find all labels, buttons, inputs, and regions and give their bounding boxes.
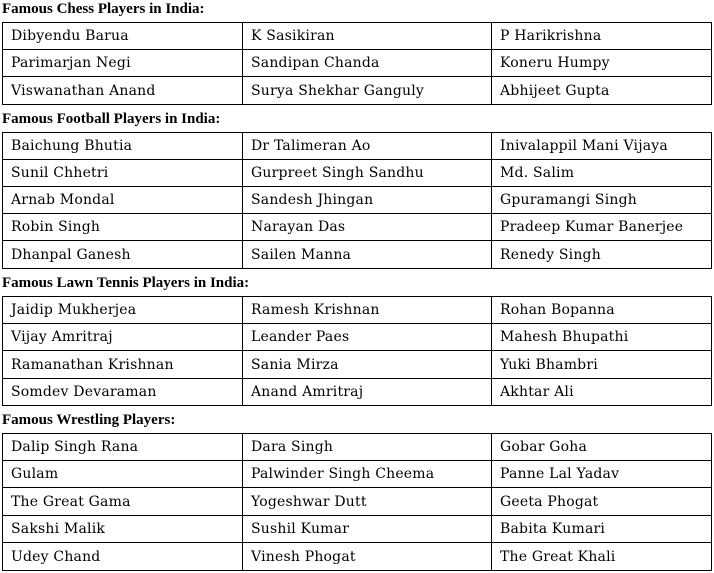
table-row (3, 187, 712, 214)
table-cell: Abhijeet Gupta (492, 77, 712, 105)
section-heading-chess: Famous Chess Players in India: (2, 1, 205, 17)
table-cell: Rohan Bopanna (492, 297, 712, 324)
table-row (3, 488, 712, 516)
table-cell: Babita Kumari (492, 516, 712, 543)
table-cell: Inivalappil Mani Vijaya (492, 133, 712, 160)
section-heading-football: Famous Football Players in India: (2, 111, 221, 127)
table-row (3, 461, 712, 488)
table-cell: Sandipan Chanda (243, 50, 492, 77)
table-cell: Anand Amritraj (243, 379, 492, 406)
table-row (3, 23, 712, 50)
table-cell: Ramanathan Krishnan (3, 351, 243, 379)
table-cell: Jaidip Mukherjea (3, 297, 243, 324)
table-cell: The Great Gama (3, 488, 243, 516)
table-cell: Viswanathan Anand (3, 77, 243, 105)
lawn-tennis-players-table (2, 296, 712, 406)
table-cell: Md. Salim (492, 160, 712, 187)
table-row (3, 351, 712, 379)
table-row (3, 160, 712, 187)
table-cell: Dibyendu Barua (3, 23, 243, 50)
table-cell: Narayan Das (243, 214, 492, 241)
table-cell: Palwinder Singh Cheema (243, 461, 492, 488)
table-cell: Gulam (3, 461, 243, 488)
table-cell: Mahesh Bhupathi (492, 324, 712, 351)
table-row (3, 324, 712, 351)
table-row (3, 133, 712, 160)
table-cell: Sunil Chhetri (3, 160, 243, 187)
table-row (3, 214, 712, 241)
table-cell: Udey Chand (3, 543, 243, 571)
table-cell: Akhtar Ali (492, 379, 712, 406)
table-cell: Robin Singh (3, 214, 243, 241)
table-cell: Sania Mirza (243, 351, 492, 379)
table-cell: Gurpreet Singh Sandhu (243, 160, 492, 187)
table-cell: Dara Singh (243, 434, 492, 461)
table-cell: Leander Paes (243, 324, 492, 351)
table-row (3, 543, 712, 571)
table-cell: Sailen Manna (243, 241, 492, 269)
table-cell: Yogeshwar Dutt (243, 488, 492, 516)
table-cell: Dhanpal Ganesh (3, 241, 243, 269)
table-cell: Yuki Bhambri (492, 351, 712, 379)
table-cell: Surya Shekhar Ganguly (243, 77, 492, 105)
table-cell: Sandesh Jhingan (243, 187, 492, 214)
table-cell: K Sasikiran (243, 23, 492, 50)
table-row (3, 516, 712, 543)
table-cell: Dr Talimeran Ao (243, 133, 492, 160)
table-cell: P Harikrishna (492, 23, 712, 50)
table-cell: Parimarjan Negi (3, 50, 243, 77)
table-row (3, 379, 712, 406)
table-cell: Gobar Goha (492, 434, 712, 461)
table-cell: Geeta Phogat (492, 488, 712, 516)
table-cell: Vijay Amritraj (3, 324, 243, 351)
table-cell: Ramesh Krishnan (243, 297, 492, 324)
section-heading-wrestling: Famous Wrestling Players: (2, 412, 176, 428)
table-cell: Panne Lal Yadav (492, 461, 712, 488)
table-cell: Somdev Devaraman (3, 379, 243, 406)
table-cell: Baichung Bhutia (3, 133, 243, 160)
table-row (3, 50, 712, 77)
section-heading-lawn-tennis: Famous Lawn Tennis Players in India: (2, 275, 250, 291)
table-row (3, 241, 712, 269)
table-row (3, 297, 712, 324)
table-cell: The Great Khali (492, 543, 712, 571)
table-cell: Pradeep Kumar Banerjee (492, 214, 712, 241)
table-cell: Renedy Singh (492, 241, 712, 269)
table-cell: Vinesh Phogat (243, 543, 492, 571)
table-cell: Arnab Mondal (3, 187, 243, 214)
table-row (3, 77, 712, 105)
table-cell: Gpuramangi Singh (492, 187, 712, 214)
table-cell: Sakshi Malik (3, 516, 243, 543)
chess-players-table (2, 22, 712, 105)
table-row (3, 434, 712, 461)
wrestling-players-table (2, 433, 712, 571)
table-cell: Koneru Humpy (492, 50, 712, 77)
table-cell: Sushil Kumar (243, 516, 492, 543)
football-players-table (2, 132, 712, 269)
table-cell: Dalip Singh Rana (3, 434, 243, 461)
